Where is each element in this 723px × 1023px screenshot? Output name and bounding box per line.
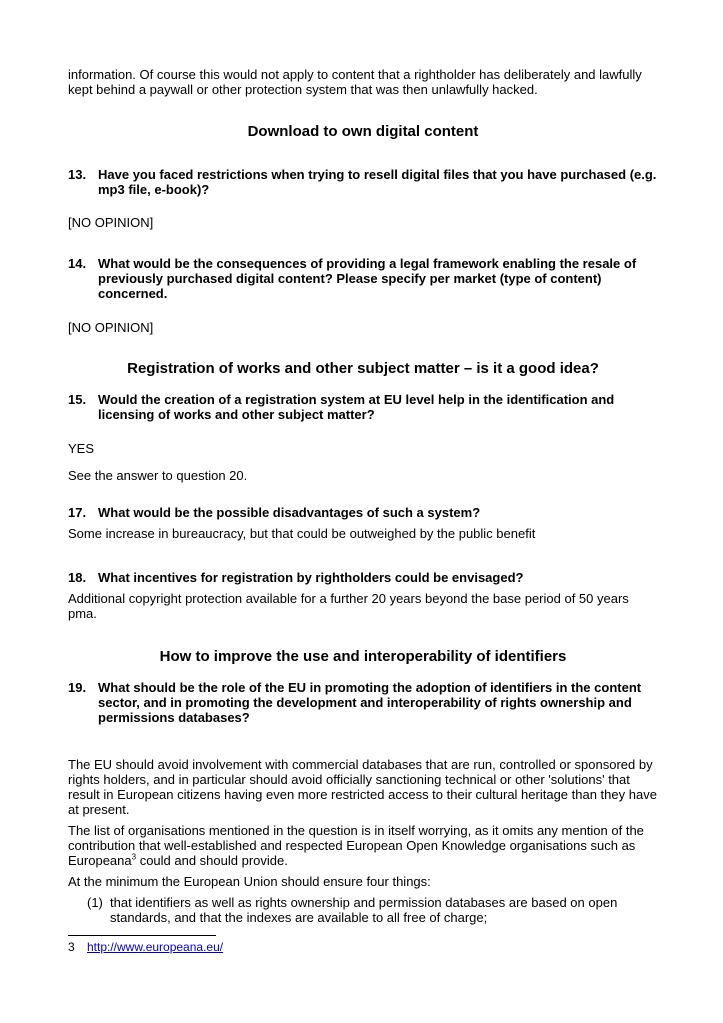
question-14-text: What would be the consequences of providing a legal framework enabling the resale of previously purchased digital content? Please specify per market (type of content) concerned. xyxy=(98,256,637,301)
question-18-number: 18. xyxy=(68,570,87,585)
answer-19-paragraph-3: At the minimum the European Union should ensure four things: xyxy=(68,874,431,889)
document-page xyxy=(68,67,658,925)
footnote-number: 3 xyxy=(68,940,75,954)
question-17-text: What would be the possible disadvantages of such a system? xyxy=(98,505,481,520)
answer-17: Some increase in bureaucracy, but that could be outweighed by the public benefit xyxy=(68,526,536,541)
intro-paragraph: information. Of course this would not apply to content that a rightholder has deliberately and lawfully kept behind a paywall or other protection system that was then unlawfully hacked. xyxy=(68,67,642,97)
answer-14: [NO OPINION] xyxy=(68,320,154,335)
answer-15: YES xyxy=(68,441,95,456)
question-14 xyxy=(68,256,658,301)
footnote-3 xyxy=(68,940,223,954)
list-item-1 xyxy=(68,895,658,925)
question-15 xyxy=(68,392,658,422)
footnote-link[interactable]: http://www.europeana.eu/ xyxy=(87,940,224,954)
question-19-text: What should be the role of the EU in promoting the adoption of identifiers in the content sector, and in promoting the development and interoperability of rights ownership and permissions databases? xyxy=(98,680,642,725)
section-heading-registration: Registration of works and other subject matter – is it a good idea? xyxy=(127,360,599,377)
question-19 xyxy=(68,680,658,725)
list-item-1-marker: (1) xyxy=(87,895,103,910)
question-13-number: 13. xyxy=(68,167,87,182)
footnote-divider xyxy=(68,935,216,936)
question-19-number: 19. xyxy=(68,680,87,695)
list-item-1-text: that identifiers as well as rights ownership and permission databases are based on open standards, and that the indexes are available to all free of charge; xyxy=(110,895,618,925)
question-14-number: 14. xyxy=(68,256,87,271)
section-heading-identifiers: How to improve the use and interoperability of identifiers xyxy=(159,648,567,665)
question-17-number: 17. xyxy=(68,505,87,520)
question-13 xyxy=(68,167,658,197)
question-15-text: Would the creation of a registration system at EU level help in the identification and licensing of works and other subject matter? xyxy=(98,392,615,422)
answer-19-paragraph-2 xyxy=(68,823,658,868)
answer-15-extra: See the answer to question 20. xyxy=(68,468,248,483)
answer-19-paragraph-1: The EU should avoid involvement with commercial databases that are run, controlled or sponsored by rights holders, and in particular should avoid officially sanctioning technical or other 'solutions' that result in European citizens having even more restricted access to their cultural heritage than they have at present. xyxy=(68,757,657,817)
answer-18: Additional copyright protection available for a further 20 years beyond the base period of 50 years pma. xyxy=(68,591,629,621)
answer-13: [NO OPINION] xyxy=(68,215,154,230)
answer-19-paragraph-2-tail: could and should provide. xyxy=(136,853,288,868)
question-18 xyxy=(68,570,658,585)
question-13-text: Have you faced restrictions when trying to resell digital files that you have purchased (e.g. mp3 file, e-book)? xyxy=(98,167,657,197)
question-15-number: 15. xyxy=(68,392,87,407)
footnote-ref-3: 3 xyxy=(131,852,137,862)
answer-19-paragraph-2-text: The list of organisations mentioned in the question is in itself worrying, as it omits any mention of the contribution that well-established and respected European Open Knowledge organisations such as Europeana xyxy=(68,823,644,868)
question-18-text: What incentives for registration by rightholders could be envisaged? xyxy=(98,570,524,585)
section-heading-download: Download to own digital content xyxy=(247,123,479,140)
question-17 xyxy=(68,505,658,520)
